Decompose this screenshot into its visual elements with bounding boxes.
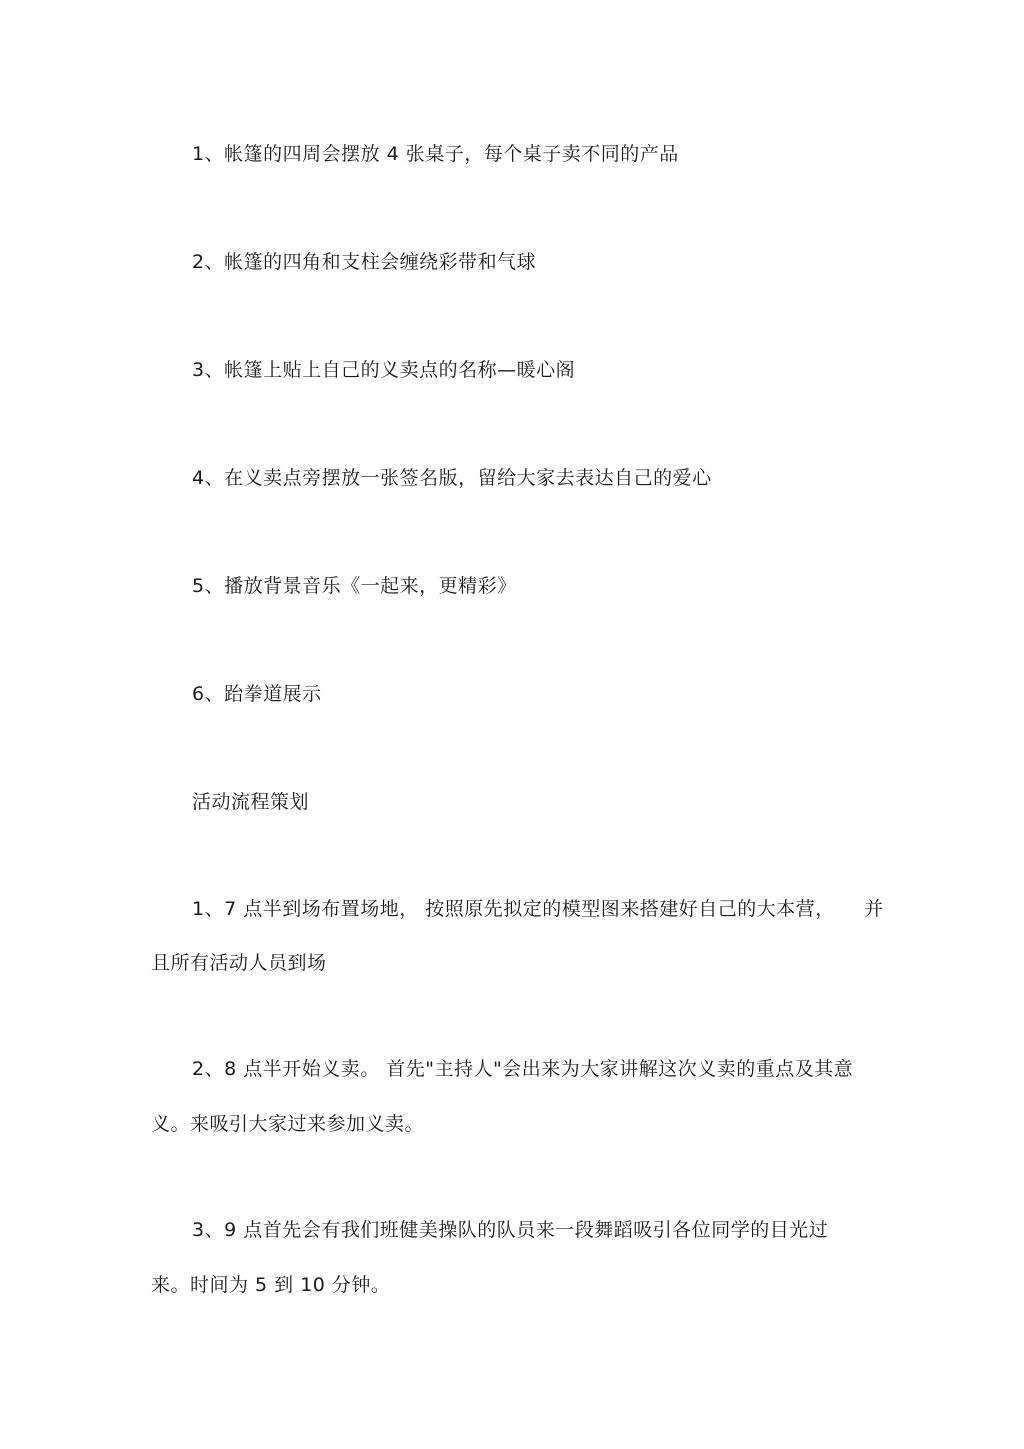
flow-step-3-line1: 3、9 点首先会有我们班健美操队的队员来一段舞蹈吸引各位同学的目光过 bbox=[192, 1219, 829, 1241]
list-item-1: 1、帐篷的四周会摆放 4 张桌子，每个桌子卖不同的产品 bbox=[192, 143, 679, 165]
list-item-3: 3、帐篷上贴上自己的义卖点的名称—暖心阁 bbox=[192, 359, 576, 381]
list-item-5: 5、播放背景音乐《一起来，更精彩》 bbox=[192, 575, 517, 597]
flow-step-2-line2: 义。来吸引大家过来参加义卖。 bbox=[151, 1113, 425, 1135]
list-item-4: 4、在义卖点旁摆放一张签名版，留给大家去表达自己的爱心 bbox=[192, 467, 712, 489]
flow-step-1-line1: 1、7 点半到场布置场地， 按照原先拟定的模型图来搭建好自己的大本营， 并 bbox=[192, 898, 884, 920]
flow-step-1-line2: 且所有活动人员到场 bbox=[151, 952, 327, 974]
flow-step-2-line1: 2、8 点半开始义卖。 首先"主持人"会出来为大家讲解这次义卖的重点及其意 bbox=[192, 1058, 854, 1080]
flow-step-3-line2: 来。时间为 5 到 10 分钟。 bbox=[151, 1274, 391, 1296]
list-item-6: 6、跆拳道展示 bbox=[192, 683, 322, 705]
list-item-2: 2、帐篷的四角和支柱会缠绕彩带和气球 bbox=[192, 251, 537, 273]
section-heading: 活动流程策划 bbox=[192, 791, 310, 813]
